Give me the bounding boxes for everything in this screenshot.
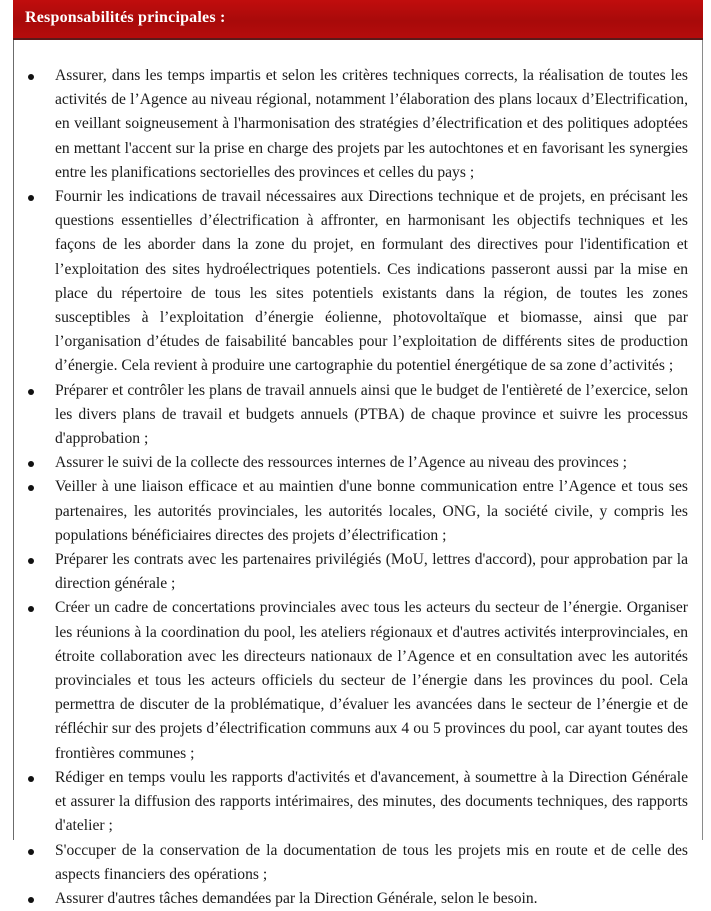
list-item-text: Rédiger en temps voulu les rapports d'activités et d'avancement, à soumettre à la Direction Générale et assurer la diffusion des rapports intérimaires, des minutes, des documents techniques, des rapports d'atelier ; <box>55 768 688 835</box>
list-item-text: Assurer le suivi de la collecte des ressources internes de l’Agence au niveau des provinces ; <box>55 454 627 472</box>
bullet-icon <box>28 389 34 395</box>
list-item <box>14 475 702 548</box>
responsibilities-list <box>14 64 702 911</box>
list-item <box>14 596 702 765</box>
bullet-icon <box>28 461 34 467</box>
list-item-text: Assurer, dans les temps impartis et selon les critères techniques corrects, la réalisation de toutes les activités de l’Agence au niveau régional, notamment l’élaboration des plans locaux d’Electrification, en veillant soigneusement à l'harmonisation des stratégies d’électrification et des politiques adoptées en mettant l'accent sur la prise en charge des projets par les autochtones et en favorisant les synergies entre les planifications sectorielles des provinces et celles du pays ; <box>55 67 688 181</box>
list-item-text: Préparer et contrôler les plans de travail annuels ainsi que le budget de l'entièreté de l’exercice, selon les divers plans de travail et budgets annuels (PTBA) de chaque province et suivre les processus d'approbation ; <box>55 381 688 448</box>
list-item-text: Préparer les contrats avec les partenaires privilégiés (MoU, lettres d'accord), pour approbation par la direction générale ; <box>55 551 688 593</box>
responsibilities-box <box>13 40 703 907</box>
section-title: Responsabilités principales : <box>25 9 226 26</box>
list-item <box>14 185 702 379</box>
list-item <box>14 839 702 887</box>
bullet-icon <box>28 606 34 612</box>
list-item-text: Créer un cadre de concertations provinciales avec tous les acteurs du secteur de l’énergie. Organiser les réunions à la coordination du pool, les ateliers régionaux et d'autres activités interprovinciales, en étroite collaboration avec les directeurs nationaux de l’Agence et en consultation avec les autorités provinciales et tous les acteurs officiels du secteur de l’énergie dans les provinces du pool. Cela permettra de discuter de la problématique, d’évaluer les avancées dans le secteur de l’énergie et de réfléchir sur des projets d’électrification communs aux 4 ou 5 provinces du pool, car ayant toutes des frontières communes ; <box>55 599 688 762</box>
list-item <box>14 64 702 185</box>
list-item-text: Veiller à une liaison efficace et au maintien d'une bonne communication entre l’Agence et tous ses partenaires, les autorités provinciales, les autorités locales, ONG, la société civile, y compris les populations bénéficiaires directes des projets d’électrification ; <box>55 478 688 544</box>
bullet-icon <box>28 849 34 855</box>
list-item-text: Fournir les indications de travail nécessaires aux Directions technique et de projets, en précisant les questions essentielles d’électrification à affronter, en harmonisant les objectifs techniques et les façons de les aborder dans la zone du projet, en formulant des directives pour l'identification et l’exploitation des sites hydroélectriques potentiels. Ces indications passeront aussi par la mise en place du répertoire de tous les sites potentiels existants dans la région, de toutes les zones susceptibles à l’exploitation d’énergie éolienne, photovoltaïque et biomasse, ainsi que par l’organisation d’études de faisabilité bancables pour l’exploitation de différents sites de production d’énergie. Cela revient à produire une cartographie du potentiel énergétique de sa zone d’activités ; <box>55 188 688 375</box>
list-item <box>14 379 702 452</box>
bullet-icon <box>28 74 34 80</box>
bullet-icon <box>28 195 34 201</box>
list-item <box>14 548 702 596</box>
bullet-icon <box>28 897 34 903</box>
bullet-icon <box>28 485 34 491</box>
list-item-text: S'occuper de la conservation de la documentation de tous les projets mis en route et de celle des aspects financiers des opérations ; <box>55 841 688 883</box>
list-item-text: Assurer d'autres tâches demandées par la Direction Générale, selon le besoin. <box>55 889 538 907</box>
list-item <box>14 766 702 839</box>
bullet-icon <box>28 776 34 782</box>
list-item <box>14 887 702 911</box>
list-item <box>14 451 702 475</box>
section-header <box>13 0 703 40</box>
bullet-icon <box>28 558 34 564</box>
